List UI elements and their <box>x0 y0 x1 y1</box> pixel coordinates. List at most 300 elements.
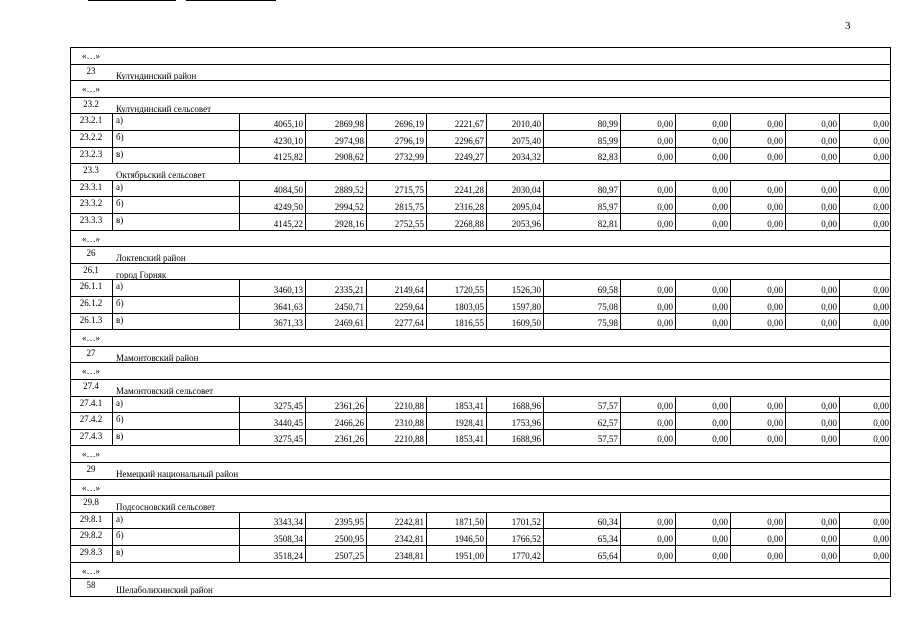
value-cell <box>486 297 544 314</box>
value-cell <box>675 529 731 546</box>
top-rule-right <box>186 0 276 1</box>
value-text: 0,00 <box>657 135 673 146</box>
ellipsis-mark: «…» <box>82 482 100 493</box>
value-cell <box>620 197 676 214</box>
table-row <box>70 113 891 131</box>
value-cell <box>239 430 306 447</box>
value-cell <box>785 546 840 563</box>
value-text: 2259,64 <box>394 301 424 312</box>
value-cell <box>366 297 427 314</box>
value-cell <box>486 513 544 530</box>
value-text: 2075,40 <box>511 135 541 146</box>
row-label-cell <box>112 297 240 314</box>
value-text: 3518,24 <box>273 550 303 561</box>
row-label-cell <box>112 413 240 430</box>
row-code: 23.2 <box>83 98 99 109</box>
value-text: 0,00 <box>873 185 889 196</box>
value-text: 1803,05 <box>454 301 484 312</box>
value-cell <box>543 297 621 314</box>
row-label: а) <box>116 513 123 524</box>
value-cell <box>486 280 544 297</box>
value-cell <box>426 280 487 297</box>
value-text: 0,00 <box>712 218 728 229</box>
value-text: 2030,04 <box>511 185 541 196</box>
value-text: 0,00 <box>873 318 889 329</box>
value-cell <box>620 529 676 546</box>
tariff-table <box>70 47 891 595</box>
value-cell <box>239 114 306 131</box>
value-cell <box>543 430 621 447</box>
value-cell <box>730 546 786 563</box>
section-header-row <box>70 97 891 115</box>
value-cell <box>305 131 367 148</box>
value-cell <box>730 297 786 314</box>
value-text: 0,00 <box>821 201 837 212</box>
value-text: 0,00 <box>873 401 889 412</box>
section-title: Кулундинский район <box>116 70 197 81</box>
value-text: 2507,25 <box>334 550 364 561</box>
value-cell <box>543 131 621 148</box>
value-text: 85,97 <box>597 201 618 212</box>
value-text: 0,00 <box>657 550 673 561</box>
value-cell <box>839 297 892 314</box>
value-text: 57,57 <box>597 434 618 445</box>
section-title: Локтевский район <box>116 253 186 264</box>
value-text: 1526,30 <box>511 284 541 295</box>
value-text: 2500,95 <box>334 533 364 544</box>
value-text: 3343,34 <box>273 517 303 528</box>
value-cell <box>239 297 306 314</box>
value-text: 0,00 <box>657 118 673 129</box>
value-cell <box>675 131 731 148</box>
value-cell <box>239 546 306 563</box>
value-text: 0,00 <box>821 118 837 129</box>
ellipsis-row <box>70 230 891 248</box>
value-cell <box>239 413 306 430</box>
value-text: 0,00 <box>821 284 837 295</box>
row-label: а) <box>116 181 123 192</box>
value-cell <box>620 114 676 131</box>
row-code: 23.3.2 <box>79 198 103 209</box>
value-text: 0,00 <box>712 434 728 445</box>
value-text: 65,64 <box>597 550 618 561</box>
value-text: 2296,67 <box>454 135 484 146</box>
value-cell <box>839 529 892 546</box>
value-text: 3460,13 <box>273 284 303 295</box>
row-label: б) <box>116 198 124 209</box>
value-text: 0,00 <box>657 517 673 528</box>
value-text: 2752,55 <box>394 218 424 229</box>
value-text: 2815,75 <box>394 201 424 212</box>
value-cell <box>730 397 786 414</box>
value-cell <box>675 114 731 131</box>
value-cell <box>785 297 840 314</box>
value-text: 2335,21 <box>334 284 364 295</box>
value-text: 2696,19 <box>394 118 424 129</box>
value-text: 2450,71 <box>334 301 364 312</box>
table-row <box>70 147 891 165</box>
ellipsis-mark: «…» <box>82 333 100 344</box>
value-cell <box>305 413 367 430</box>
value-text: 2249,27 <box>454 152 484 163</box>
value-text: 0,00 <box>657 201 673 212</box>
value-text: 0,00 <box>657 533 673 544</box>
ellipsis-mark: «…» <box>82 233 100 244</box>
value-cell <box>305 314 367 331</box>
value-text: 3440,45 <box>273 417 303 428</box>
value-cell <box>675 314 731 331</box>
value-text: 2342,81 <box>394 533 424 544</box>
value-text: 0,00 <box>767 401 783 412</box>
value-text: 1853,41 <box>454 401 484 412</box>
row-code: 23.2.2 <box>79 132 103 142</box>
row-label-cell <box>112 397 240 414</box>
value-text: 0,00 <box>712 301 728 312</box>
value-cell <box>675 214 731 231</box>
value-text: 4084,50 <box>273 185 303 196</box>
value-text: 1946,50 <box>454 533 484 544</box>
value-text: 0,00 <box>821 185 837 196</box>
row-code: 26.1 <box>83 264 99 275</box>
row-label: в) <box>116 547 124 557</box>
section-title: город Горняк <box>116 269 167 280</box>
value-text: 4065,10 <box>273 118 303 129</box>
value-text: 0,00 <box>767 318 783 329</box>
value-cell <box>239 280 306 297</box>
value-text: 0,00 <box>712 533 728 544</box>
value-cell <box>620 397 676 414</box>
value-cell <box>366 529 427 546</box>
value-cell <box>785 148 840 165</box>
value-text: 2149,64 <box>394 284 424 295</box>
value-text: 1609,50 <box>511 318 541 329</box>
value-text: 0,00 <box>657 185 673 196</box>
value-cell <box>675 297 731 314</box>
value-cell <box>675 413 731 430</box>
value-cell <box>839 430 892 447</box>
value-text: 2908,62 <box>334 152 364 163</box>
value-cell <box>620 430 676 447</box>
ellipsis-row <box>70 479 891 497</box>
value-cell <box>366 430 427 447</box>
row-label-cell <box>112 148 240 165</box>
row-code: 27.4.2 <box>79 414 103 425</box>
value-text: 62,57 <box>597 417 618 428</box>
value-cell <box>543 314 621 331</box>
value-cell <box>305 297 367 314</box>
value-cell <box>366 397 427 414</box>
value-cell <box>785 181 840 198</box>
value-cell <box>730 181 786 198</box>
value-text: 0,00 <box>767 135 783 146</box>
value-text: 2210,88 <box>394 401 424 412</box>
table-row <box>70 180 891 198</box>
value-cell <box>366 131 427 148</box>
value-cell <box>730 148 786 165</box>
row-code: 29.8 <box>83 497 99 508</box>
table-row <box>70 412 891 430</box>
value-text: 0,00 <box>821 417 837 428</box>
row-code: 23.3 <box>83 165 99 176</box>
value-cell <box>730 430 786 447</box>
value-cell <box>785 397 840 414</box>
value-text: 2316,28 <box>454 201 484 212</box>
row-code: 26.1.1 <box>79 281 103 292</box>
value-cell <box>486 148 544 165</box>
row-code: 29 <box>86 464 96 474</box>
value-text: 4230,10 <box>273 135 303 146</box>
value-cell <box>620 148 676 165</box>
value-text: 0,00 <box>712 284 728 295</box>
value-text: 0,00 <box>821 401 837 412</box>
value-cell <box>543 214 621 231</box>
value-cell <box>239 214 306 231</box>
row-code: 23.3.1 <box>79 181 103 192</box>
value-cell <box>426 546 487 563</box>
section-header-row <box>70 163 891 181</box>
value-cell <box>730 314 786 331</box>
value-cell <box>239 513 306 530</box>
ellipsis-mark: «…» <box>82 51 100 61</box>
value-text: 3641,63 <box>273 301 303 312</box>
value-text: 2242,81 <box>394 517 424 528</box>
row-code: 27.4.1 <box>79 397 103 408</box>
row-label: б) <box>116 132 124 142</box>
value-text: 0,00 <box>767 434 783 445</box>
value-cell <box>543 413 621 430</box>
value-cell <box>785 513 840 530</box>
row-label: а) <box>116 397 123 408</box>
value-text: 2974,98 <box>334 135 364 146</box>
value-text: 2034,32 <box>511 152 541 163</box>
value-cell <box>239 397 306 414</box>
ellipsis-row <box>70 562 891 580</box>
value-cell <box>486 397 544 414</box>
value-text: 0,00 <box>767 301 783 312</box>
value-cell <box>543 529 621 546</box>
value-cell <box>486 430 544 447</box>
value-cell <box>239 314 306 331</box>
value-text: 0,00 <box>657 152 673 163</box>
value-text: 2010,40 <box>511 118 541 129</box>
value-cell <box>305 197 367 214</box>
value-cell <box>426 397 487 414</box>
ellipsis-mark: «…» <box>82 84 100 95</box>
row-label-cell <box>112 214 240 231</box>
value-cell <box>730 214 786 231</box>
row-code: 29.8.1 <box>79 513 103 524</box>
value-text: 1853,41 <box>454 434 484 445</box>
value-cell <box>366 314 427 331</box>
row-label-cell <box>112 513 240 530</box>
value-cell <box>366 214 427 231</box>
value-text: 0,00 <box>821 135 837 146</box>
value-cell <box>543 181 621 198</box>
value-text: 0,00 <box>712 401 728 412</box>
row-code: 23.2.1 <box>79 115 103 126</box>
value-text: 4125,82 <box>273 152 303 163</box>
value-text: 85,99 <box>597 135 618 146</box>
value-text: 69,58 <box>597 284 618 295</box>
value-cell <box>839 114 892 131</box>
value-cell <box>675 546 731 563</box>
value-cell <box>426 314 487 331</box>
table-row <box>70 296 891 314</box>
value-text: 1871,50 <box>454 517 484 528</box>
value-cell <box>839 280 892 297</box>
value-cell <box>675 513 731 530</box>
row-code: 23.3.3 <box>79 215 103 225</box>
value-text: 0,00 <box>657 417 673 428</box>
value-text: 3275,45 <box>273 401 303 412</box>
section-title: Немецкий национальный район <box>116 469 239 479</box>
value-cell <box>675 197 731 214</box>
row-label: а) <box>116 281 123 292</box>
value-text: 0,00 <box>821 434 837 445</box>
value-text: 3275,45 <box>273 434 303 445</box>
value-cell <box>305 430 367 447</box>
value-text: 1753,96 <box>511 417 541 428</box>
value-text: 0,00 <box>712 152 728 163</box>
value-cell <box>239 197 306 214</box>
value-text: 4145,22 <box>273 218 303 229</box>
value-text: 1701,52 <box>511 517 541 528</box>
value-text: 0,00 <box>712 550 728 561</box>
value-text: 2466,26 <box>334 417 364 428</box>
value-text: 2348,81 <box>394 550 424 561</box>
value-text: 2715,75 <box>394 185 424 196</box>
table-row <box>70 545 891 563</box>
value-text: 0,00 <box>767 284 783 295</box>
value-cell <box>366 114 427 131</box>
value-cell <box>543 397 621 414</box>
value-cell <box>239 181 306 198</box>
value-text: 3671,33 <box>273 318 303 329</box>
value-text: 0,00 <box>657 218 673 229</box>
ellipsis-mark: «…» <box>82 449 100 460</box>
value-text: 2889,52 <box>334 185 364 196</box>
value-text: 0,00 <box>821 318 837 329</box>
value-cell <box>543 513 621 530</box>
section-header-row <box>70 263 891 281</box>
value-cell <box>730 413 786 430</box>
row-label-cell <box>112 131 240 148</box>
value-text: 2310,88 <box>394 417 424 428</box>
value-text: 1770,42 <box>511 550 541 561</box>
value-text: 1688,96 <box>511 401 541 412</box>
value-text: 0,00 <box>767 152 783 163</box>
value-text: 0,00 <box>821 218 837 229</box>
value-cell <box>305 114 367 131</box>
value-cell <box>543 546 621 563</box>
value-cell <box>486 314 544 331</box>
value-cell <box>620 297 676 314</box>
value-cell <box>730 131 786 148</box>
row-label: б) <box>116 414 124 425</box>
value-text: 0,00 <box>873 517 889 528</box>
page-number: 3 <box>845 20 851 32</box>
value-cell <box>426 297 487 314</box>
value-text: 0,00 <box>767 417 783 428</box>
section-title: Кулундинский сельсовет <box>116 103 212 114</box>
value-cell <box>426 181 487 198</box>
value-text: 0,00 <box>821 301 837 312</box>
value-text: 80,99 <box>597 118 618 129</box>
value-text: 1928,41 <box>454 417 484 428</box>
value-cell <box>785 197 840 214</box>
value-cell <box>305 529 367 546</box>
value-cell <box>839 314 892 331</box>
row-code: 23 <box>86 65 96 76</box>
value-cell <box>543 197 621 214</box>
value-text: 2994,52 <box>334 201 364 212</box>
value-cell <box>675 181 731 198</box>
value-cell <box>839 546 892 563</box>
value-text: 0,00 <box>712 135 728 146</box>
value-cell <box>730 280 786 297</box>
value-cell <box>620 413 676 430</box>
value-text: 1951,00 <box>454 550 484 561</box>
value-cell <box>426 513 487 530</box>
value-cell <box>785 280 840 297</box>
table-row <box>70 213 891 231</box>
value-cell <box>543 148 621 165</box>
value-text: 0,00 <box>657 301 673 312</box>
value-cell <box>730 513 786 530</box>
value-text: 2210,88 <box>394 434 424 445</box>
row-code: 23.2.3 <box>79 148 103 159</box>
value-text: 2241,28 <box>454 185 484 196</box>
row-label: в) <box>116 215 124 225</box>
value-cell <box>366 148 427 165</box>
value-cell <box>486 214 544 231</box>
section-title: Октябрьский сельсовет <box>116 170 206 181</box>
value-cell <box>366 513 427 530</box>
value-cell <box>620 181 676 198</box>
row-label-cell <box>112 114 240 131</box>
section-title: Шелаболихинский район <box>116 585 213 596</box>
row-label-cell <box>112 314 240 331</box>
value-cell <box>426 197 487 214</box>
table-row <box>70 528 891 546</box>
value-text: 2395,95 <box>334 517 364 528</box>
section-header-row <box>70 64 891 82</box>
value-text: 0,00 <box>657 434 673 445</box>
row-label: б) <box>116 298 124 308</box>
value-cell <box>839 148 892 165</box>
table-row <box>70 512 891 530</box>
value-cell <box>785 214 840 231</box>
value-text: 2796,19 <box>394 135 424 146</box>
value-cell <box>730 197 786 214</box>
value-cell <box>486 197 544 214</box>
row-code: 29.8.3 <box>79 547 103 557</box>
table-row <box>70 429 891 447</box>
value-cell <box>543 114 621 131</box>
ellipsis-row <box>70 80 891 98</box>
table-row <box>70 396 891 414</box>
section-header-row <box>70 578 891 597</box>
value-text: 0,00 <box>821 533 837 544</box>
ellipsis-mark: «…» <box>82 366 100 377</box>
value-text: 0,00 <box>873 152 889 163</box>
value-cell <box>620 314 676 331</box>
value-text: 0,00 <box>657 318 673 329</box>
value-text: 0,00 <box>767 201 783 212</box>
value-cell <box>366 413 427 430</box>
value-cell <box>675 280 731 297</box>
value-text: 75,08 <box>597 301 618 312</box>
